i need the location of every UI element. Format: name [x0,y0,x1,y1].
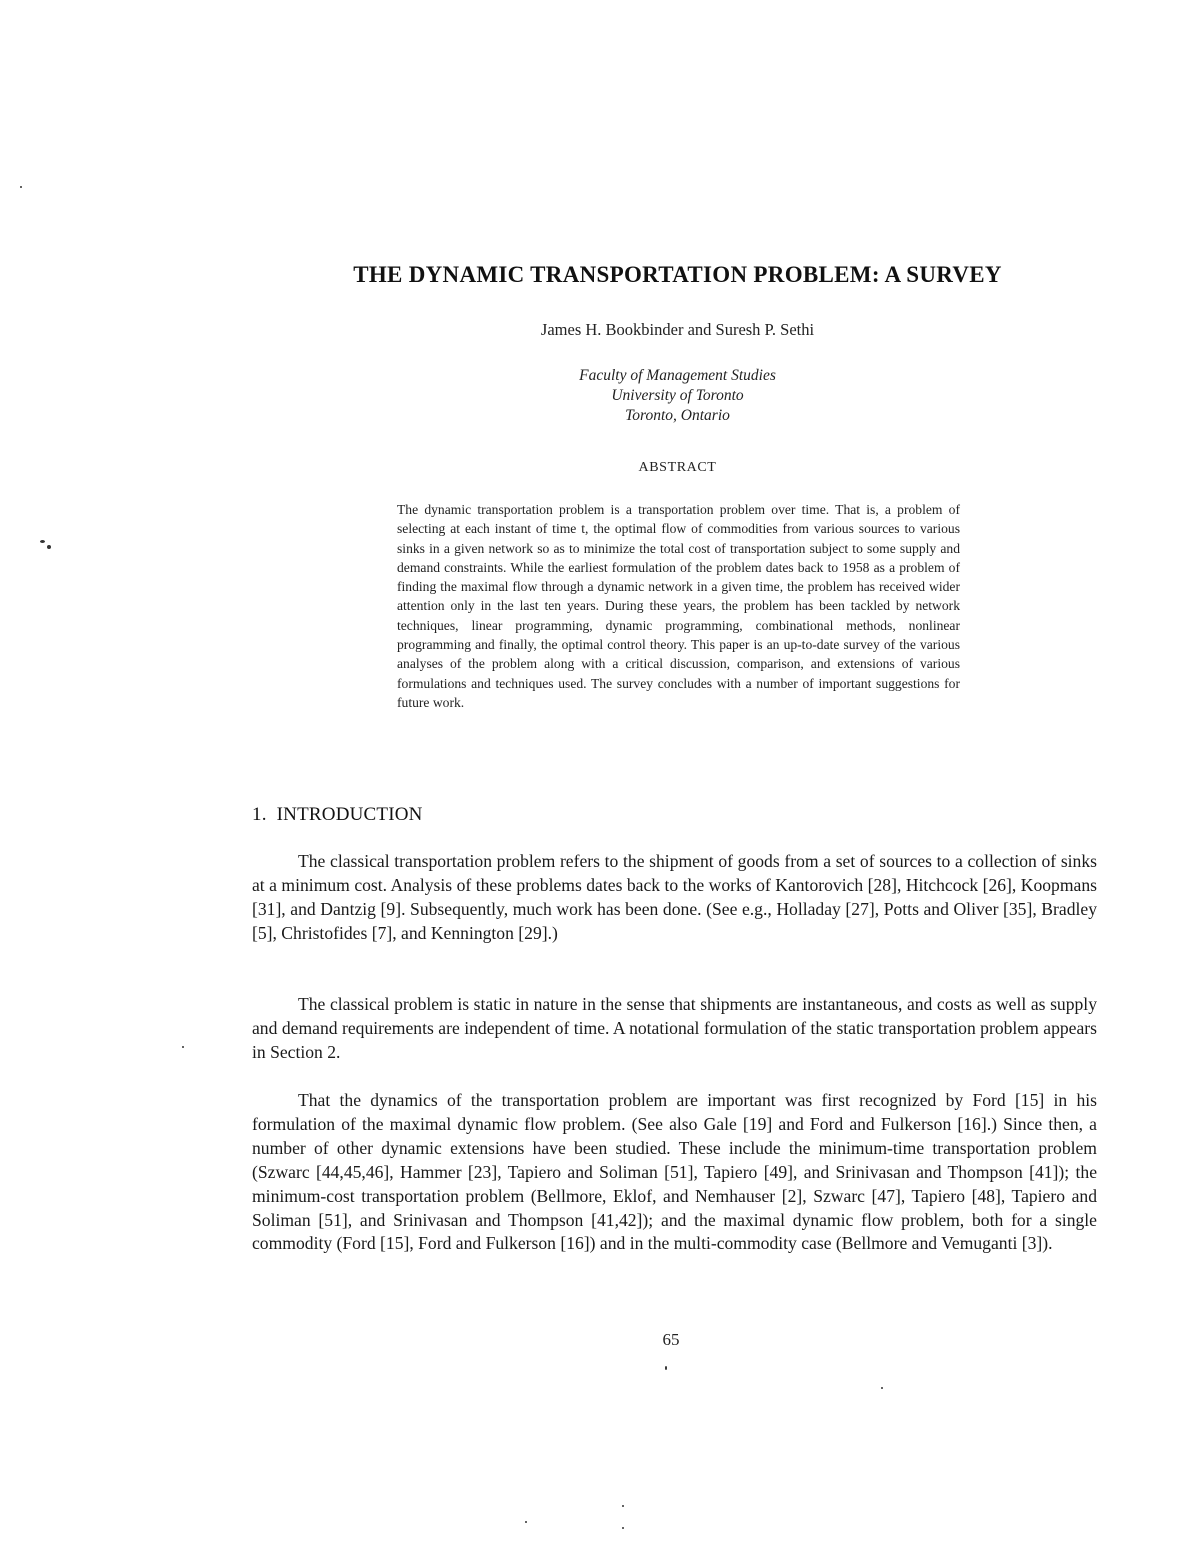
abstract-body: The dynamic transportation problem is a transportation problem over time. That is, a problem of selecting at each instant of time t, the optimal flow of commodities from various sources to various sinks in a given network so as to minimize the total cost of transportation subject to some supply and demand constraints. While the earliest formulation of the problem dates back to 1958 as a problem of finding the maximal flow through a dynamic network in a given time, the problem has received wider attention only in the last ten years. During these years, the problem has been tackled by network techniques, linear programming, dynamic programming, combinational methods, nonlinear programming and finally, the optimal control theory. This paper is an up-to-date survey of the various analyses of the problem along with a critical discussion, comparison, and extensions of various formulations and techniques used. The survey concludes with a number of important suggestions for future work. [397,502,960,710]
body-paragraph: That the dynamics of the transportation problem are important was first recognized by Ford [15] in his formulation of the maximal dynamic flow problem. (See also Gale [19] and Ford and Fulkerson [16].) Since then, a number of other dynamic extensions have been studied. These include the minimum-time transportation problem (Szwarc [44,45,46], Hammer [23], Tapiero and Soliman [51], Tapiero [49], and Srinivasan and Thompson [41]); the minimum-cost transportation problem (Bellmore, Eklof, and Nemhauser [2], Szwarc [47], Tapiero [48], Tapiero and Soliman [51], and Srinivasan and Thompson [41,42]); and the maximal dynamic flow problem, both for a single commodity (Ford [15], Ford and Fulkerson [16]) and in the multi-commodity case (Bellmore and Vemuganti [3]). [252,1090,1097,1254]
body-paragraph: The classical transportation problem refers to the shipment of goods from a set of sources to a collection of sinks at a minimum cost. Analysis of these problems dates back to the works of Kantorovich [28], Hitchcock [26], Koopmans [31], and Dantzig [9]. Subsequently, much work has been done. (See e.g., Holladay [27], Potts and Oliver [35], Bradley [5], Christofides [7], and Kennington [29].) [252,851,1097,943]
affiliation-line: Toronto, Ontario [625,407,730,424]
affiliation-line: Faculty of Management Studies [579,367,776,384]
abstract-heading: ABSTRACT [638,460,717,475]
scan-speck [182,1046,184,1048]
scan-speck [665,1366,667,1370]
page-number: 65 [662,1330,680,1349]
paper-authors: James H. Bookbinder and Suresh P. Sethi [540,320,815,339]
section-heading [252,804,423,826]
paper-title: THE DYNAMIC TRANSPORTATION PROBLEM: A SURVEY [353,262,1002,287]
scan-speck [20,186,22,188]
section-number: 1. [252,804,267,825]
affiliation-line: University of Toronto [611,387,744,404]
scan-speck [622,1505,624,1507]
scan-speck [622,1527,624,1529]
body-paragraph: The classical problem is static in nature in the sense that shipments are instantaneous, and costs as well as supply and demand requirements are independent of time. A notational formulation of the static transportation problem appears in Section 2. [252,994,1097,1062]
section-title: INTRODUCTION [276,804,423,825]
scan-speck [40,540,45,543]
author-affiliation [0,366,1200,426]
scan-speck [47,545,51,549]
scan-speck [525,1521,527,1523]
scan-speck [881,1387,883,1389]
